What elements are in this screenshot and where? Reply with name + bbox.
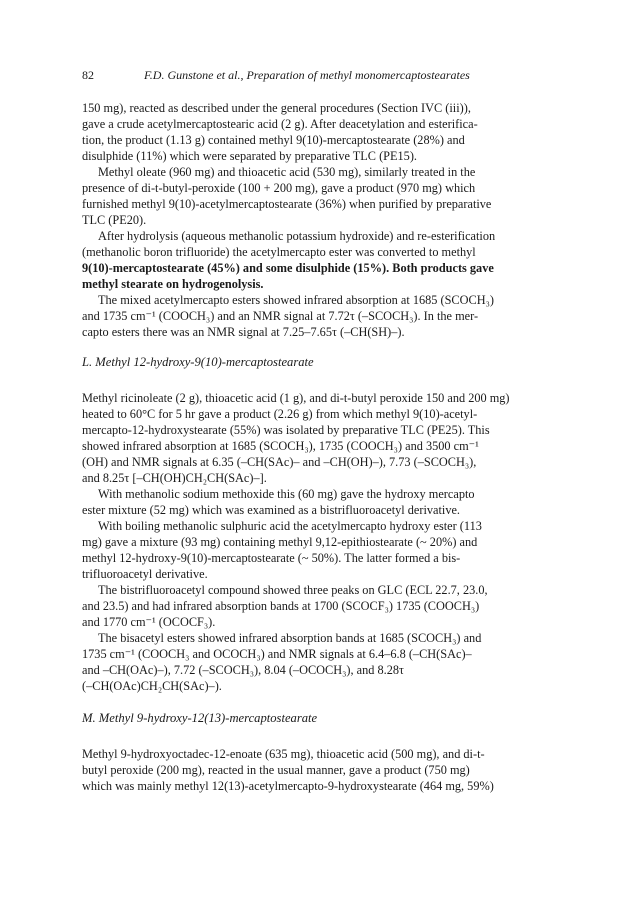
text-line: With boiling methanolic sulphuric acid the acetylmercapto hydroxy ester (113 bbox=[98, 519, 482, 533]
text-line: TLC (PE20). bbox=[82, 213, 147, 227]
text-line: The bisacetyl esters showed infrared absorption bands at 1685 (SCOCH₃) and bbox=[98, 631, 482, 645]
text-line: which was mainly methyl 12(13)-acetylmercapto-9-hydroxystearate (464 mg, 59%) bbox=[82, 779, 494, 793]
text-line: disulphide (11%) which were separated by preparative TLC (PE15). bbox=[82, 149, 417, 163]
text-line: 9(10)-mercaptostearate (45%) and some disulphide (15%). Both products gave bbox=[82, 261, 494, 275]
text-line: and 23.5) and had infrared absorption bands at 1700 (SCOCF₃) 1735 (COOCH₃) bbox=[82, 599, 480, 613]
text-line: After hydrolysis (aqueous methanolic potassium hydroxide) and re-esterification bbox=[98, 229, 496, 243]
text-line: tion, the product (1.13 g) contained methyl 9(10)-mercaptostearate (28%) and bbox=[82, 133, 465, 147]
text-line: and 1770 cm⁻¹ (OCOCF₃). bbox=[82, 615, 216, 629]
text-line: Methyl ricinoleate (2 g), thioacetic acid (1 g), and di-t-butyl peroxide 150 and 200 mg) bbox=[82, 391, 510, 405]
text-line: heated to 60°C for 5 hr gave a product (2.26 g) from which methyl 9(10)-acetyl- bbox=[82, 407, 478, 421]
text-line: ester mixture (52 mg) which was examined as a bistrifluoroacetyl derivative. bbox=[82, 503, 461, 517]
text-line: (OH) and NMR signals at 6.35 (–CH(SAc)– and –CH(OH)–), 7.73 (–SCOCH₃), bbox=[82, 455, 477, 469]
text-line: mg) gave a mixture (93 mg) containing methyl 9,12-epithiostearate (~ 20%) and bbox=[82, 535, 478, 549]
text-line: furnished methyl 9(10)-acetylmercaptostearate (36%) when purified by preparative bbox=[82, 197, 492, 211]
text-line: showed infrared absorption at 1685 (SCOCH₃), 1735 (COOCH₃) and 3500 cm⁻¹ bbox=[82, 439, 479, 453]
text-line: The mixed acetylmercapto esters showed infrared absorption at 1685 (SCOCH₃) bbox=[98, 293, 494, 307]
text-line: trifluoroacetyl derivative. bbox=[82, 567, 208, 581]
running-title: F.D. Gunstone et al., Preparation of methyl monomercaptostearates bbox=[144, 68, 470, 82]
text-line: and 1735 cm⁻¹ (COOCH₃) and an NMR signal at 7.72τ (–SCOCH₃). In the mer- bbox=[82, 309, 479, 323]
section-heading-l: L. Methyl 12-hydroxy-9(10)-mercaptostearate bbox=[82, 355, 314, 369]
text-line: mercapto-12-hydroxystearate (55%) was isolated by preparative TLC (PE25). This bbox=[82, 423, 490, 437]
text-line: 1735 cm⁻¹ (COOCH₃ and OCOCH₃) and NMR signals at 6.4–6.8 (–CH(SAc)– bbox=[82, 647, 472, 661]
text-line: butyl peroxide (200 mg), reacted in the usual manner, gave a product (750 mg) bbox=[82, 763, 470, 777]
text-line: With methanolic sodium methoxide this (60 mg) gave the hydroxy mercapto bbox=[98, 487, 475, 501]
page-number: 82 bbox=[82, 68, 94, 82]
text-line: capto esters there was an NMR signal at 7.25–7.65τ (–CH(SH)–). bbox=[82, 325, 405, 339]
text-line: The bistrifluoroacetyl compound showed three peaks on GLC (ECL 22.7, 23.0, bbox=[98, 583, 488, 597]
text-line: and –CH(OAc)–), 7.72 (–SCOCH₃), 8.04 (–OCOCH₃), and 8.28τ bbox=[82, 663, 404, 677]
text-line: presence of di-t-butyl-peroxide (100 + 200 mg), gave a product (970 mg) which bbox=[82, 181, 476, 195]
text-line: (–CH(OAc)CH₂CH(SAc)–). bbox=[82, 679, 222, 693]
text-line: methyl 12-hydroxy-9(10)-mercaptostearate (~ 50%). The latter formed a bis- bbox=[82, 551, 461, 565]
text-line: 150 mg), reacted as described under the general procedures (Section IVC (iii)), bbox=[82, 101, 471, 115]
text-line: methyl stearate on hydrogenolysis. bbox=[82, 277, 264, 291]
text-line: (methanolic boron trifluoride) the acetylmercapto ester was converted to methyl bbox=[82, 245, 476, 259]
text-line: gave a crude acetylmercaptostearic acid (2 g). After deacetylation and esterifica- bbox=[82, 117, 478, 131]
section-heading-m: M. Methyl 9-hydroxy-12(13)-mercaptostearate bbox=[82, 711, 318, 725]
text-line: Methyl 9-hydroxyoctadec-12-enoate (635 mg), thioacetic acid (500 mg), and di-t- bbox=[82, 747, 485, 761]
text-line: Methyl oleate (960 mg) and thioacetic acid (530 mg), similarly treated in the bbox=[98, 165, 476, 179]
text-line: and 8.25τ [–CH(OH)CH₂CH(SAc)–]. bbox=[82, 471, 267, 485]
